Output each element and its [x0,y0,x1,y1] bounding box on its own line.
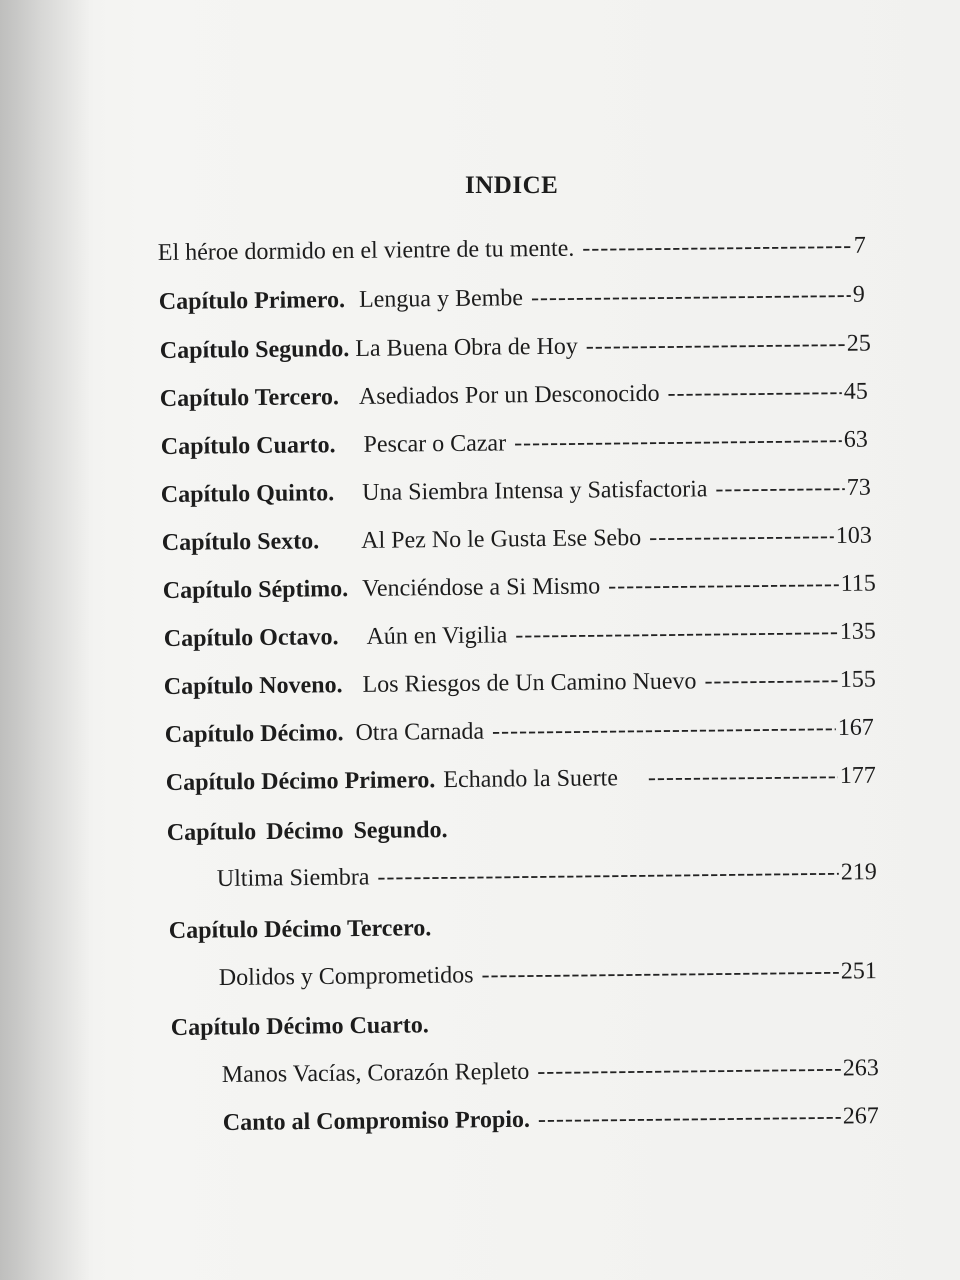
toc-entry-label: Capítulo Décimo Cuarto. [170,1012,429,1041]
toc-entry-page: 115 [840,570,876,597]
dot-leader [531,282,851,312]
toc-entry-label: Capítulo Primero. [158,287,346,316]
dot-leader [715,475,845,503]
toc-entry-page: 25 [846,330,871,357]
toc-entry-page: 167 [837,714,874,741]
toc-entry-chapter-12-title [217,859,877,893]
toc-entry-page: 251 [840,958,877,985]
index-heading: INDICE [465,172,559,199]
toc-entry-label: Capítulo Séptimo. [162,576,349,605]
toc-entry-chapter-2 [160,331,871,365]
toc-entry-label: Capítulo Décimo. [164,720,344,749]
toc-entry-page: 135 [839,618,876,645]
toc-entry-label: Capítulo Noveno. [163,672,343,701]
toc-entry-chapter-8 [164,619,876,653]
toc-entry-title: Ultima Siembra [216,864,370,893]
toc-entry-chapter-9 [164,667,876,701]
toc-entry-title: Otra Carnada [355,718,485,747]
toc-entry-page: 177 [839,762,876,789]
toc-entry-label: Capítulo Cuarto. [160,432,336,461]
toc-entry-label: Capítulo Tercero. [159,384,340,413]
toc-entry-title: Una Siembra Intensa y Satisfactoria [362,476,708,506]
toc-entry-label: Capítulo Décimo Tercero. [168,915,432,945]
dot-leader [515,619,838,649]
toc-entry-title: Venciéndose a Si Mismo [362,573,601,602]
toc-entry-title: Asediados Por un Desconocido [358,380,660,410]
toc-entry-chapter-5 [161,475,871,509]
toc-entry-title: Aún en Vigilia [366,622,508,650]
toc-entry-page: 103 [835,522,872,549]
toc-entry-chapter-6 [162,523,872,557]
dot-leader [667,379,842,408]
dot-leader [537,1056,841,1086]
toc-entry-closing [223,1103,879,1137]
toc-entry-label: Capítulo Sexto. [161,528,320,557]
dot-leader [586,331,845,361]
toc-entry-chapter-12-heading [167,816,567,847]
toc-entry-chapter-14-title [222,1055,879,1089]
toc-entry-chapter-4 [161,427,868,461]
toc-entry-label: Capítulo Décimo Primero. [165,767,436,797]
toc-entry-title: Dolidos y Comprometidos [218,962,474,992]
toc-entry-title: El héroe dormido en el vientre de tu mente. [157,235,575,267]
toc-entry-page: 7 [853,232,866,259]
toc-entry-page: 9 [852,281,865,308]
dot-leader [538,1104,841,1134]
toc-entry-title: La Buena Obra de Hoy [355,333,578,362]
dot-leader [514,427,842,457]
dot-leader [582,233,852,263]
toc-entry-title: Manos Vacías, Corazón Repleto [221,1058,530,1088]
toc-entry-title: Echando la Suerte [443,765,619,794]
dot-leader [377,859,839,891]
dot-leader [649,523,834,552]
toc-entry-title: Pescar o Cazar [363,430,507,458]
toc-entry-page: 267 [842,1103,879,1130]
toc-entry-chapter-3 [160,379,868,413]
toc-entry-label: Capítulo Décimo Segundo. [166,817,448,847]
toc-entry-title: Al Pez No le Gusta Ese Sebo [361,524,642,554]
toc-entry-title: Canto al Compromiso Propio. [222,1106,531,1136]
toc-entry-intro [158,233,866,267]
toc-entry-chapter-1 [159,282,865,316]
toc-entry-page: 45 [843,378,868,405]
toc-entry-chapter-13-title [219,958,877,992]
toc-entry-label: Capítulo Segundo. [159,336,350,365]
dot-leader [608,571,839,600]
toc-entry-title: Lengua y Bembe [358,285,524,313]
toc-entry-label: Capítulo Quinto. [160,480,335,509]
toc-entry-page: 155 [839,666,876,693]
toc-entry-label: Capítulo Octavo. [163,624,339,653]
toc-entry-page: 263 [842,1055,879,1082]
dot-leader [704,667,838,695]
dot-leader [648,763,838,792]
toc-entry-chapter-10 [165,715,874,749]
toc-entry-title: Los Riesgos de Un Camino Nuevo [362,668,697,698]
dot-leader [492,715,836,746]
toc-entry-chapter-14-heading [171,1011,571,1042]
toc-entry-chapter-7 [163,571,876,605]
dot-leader [481,959,839,990]
toc-entry-page: 63 [843,426,868,453]
toc-entry-chapter-13-heading [169,914,569,945]
toc-entry-chapter-11 [166,763,876,797]
toc-entry-page: 219 [840,859,877,886]
toc-entry-page: 73 [846,474,871,501]
